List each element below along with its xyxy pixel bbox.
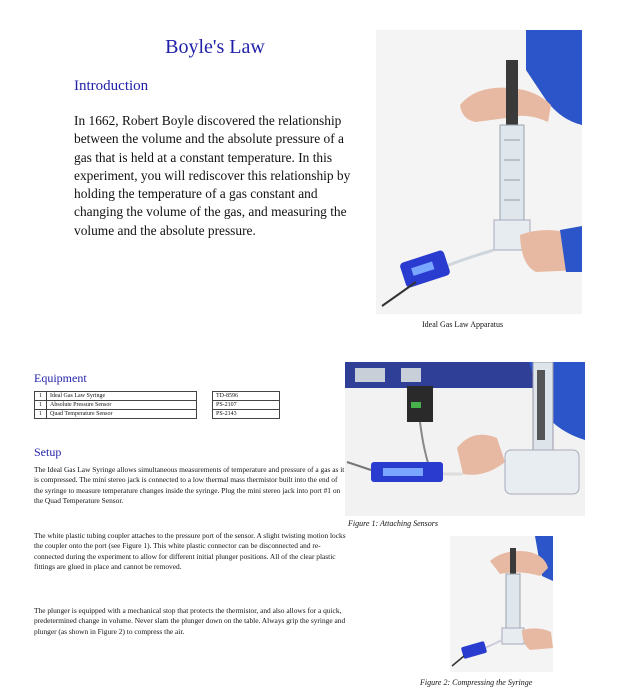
equipment-name: Ideal Gas Law Syringe [47,392,197,401]
equipment-name: Quad Temperature Sensor [47,410,197,419]
apparatus-caption: Ideal Gas Law Apparatus [422,320,504,329]
equipment-heading: Equipment [34,371,87,385]
equipment-qty: 1 [35,392,47,401]
setup-paragraph-1: The Ideal Gas Law Syringe allows simultaneous measurements of temperature and pressure of a gas as it is compressed. The mini stereo jack is connected to a low thermal mass thermistor built into the end of the syringe to measure temperature changes inside the syringe. Plug the mini stereo jack into port #1 on the Quad Temperature Sensor. [34,465,345,505]
setup-paragraph-3: The plunger is equipped with a mechanical stop that protects the thermistor, and also allows for a quick, predetermined change in volume. Never slam the plunger down on the table. Always grip the syringe and plunger (as shown in Figure 2) to compress the air. [34,606,346,636]
figure2-caption: Figure 2: Compressing the Syringe [420,678,533,687]
figure1-caption: Figure 1: Attaching Sensors [348,519,438,528]
equipment-name: Absolute Pressure Sensor [47,401,197,410]
equipment-qty: 1 [35,410,47,419]
equipment-part: PS-2143 [213,410,280,419]
equipment-part: PS-2107 [213,401,280,410]
apparatus-photo [376,30,582,314]
compressing-syringe-photo [450,536,553,672]
equipment-table [34,391,280,419]
table-row [35,401,280,410]
setup-heading: Setup [34,445,62,459]
introduction-body: In 1662, Robert Boyle discovered the relationship between the volume and the absolute pressure of a gas that is held at a constant temperature. In this experiment, you will rediscover this relationship by holding the temperature of a gas constant and changing the volume of the gas, and measuring the volume and the absolute pressure. [74,113,351,238]
equipment-qty: 1 [35,401,47,410]
attaching-sensors-photo [345,362,585,516]
equipment-part: TD-8596 [213,392,280,401]
introduction-heading: Introduction [74,78,149,94]
table-row [35,410,280,419]
table-row [35,392,280,401]
document-title: Boyle's Law [165,36,265,58]
setup-paragraph-2: The white plastic tubing coupler attaches to the pressure port of the sensor. A slight twisting motion locks the coupler onto the port (see Figure 1). This white plastic connector can be disconnected and re-connected during the experiment to allow for different initial plunger positions. All of the clear plastic fittings are glued in place and cannot be removed. [34,531,346,571]
